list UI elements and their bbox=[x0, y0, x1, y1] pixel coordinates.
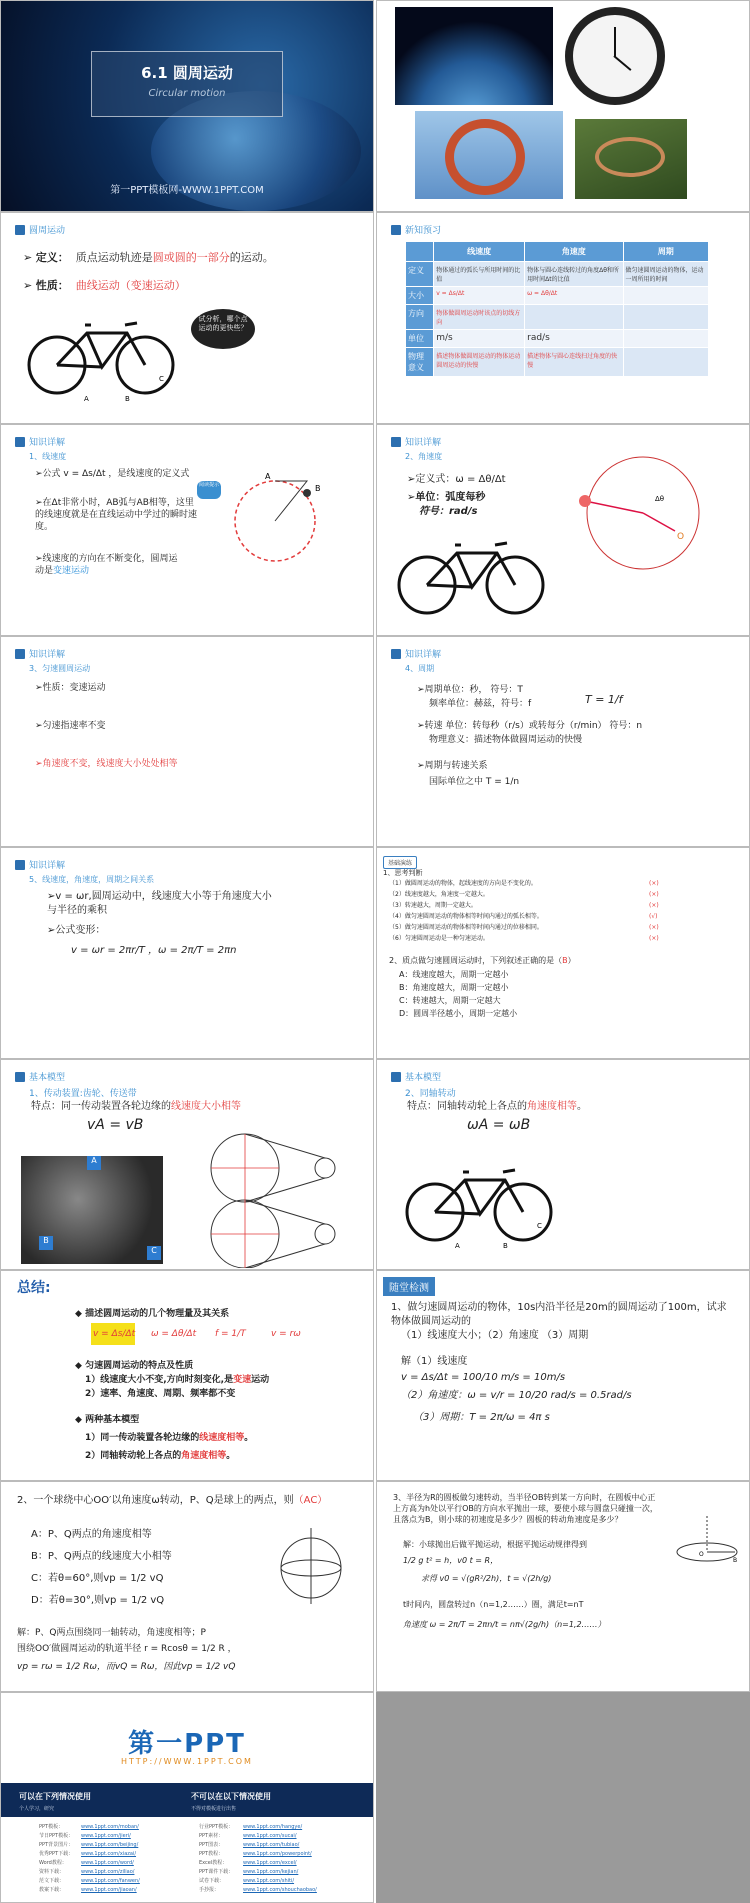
transform-formula: v = ωr = 2πr/T ，ω = 2π/T = 2πn bbox=[71, 945, 237, 956]
judge-item: （5）做匀速圆周运动的物体相等时间内通过的位移相同。 (×) bbox=[389, 924, 659, 931]
table-row bbox=[406, 262, 709, 287]
speed-line: ➢匀速指速率不变 bbox=[35, 721, 106, 731]
slide-header: 新知预习 bbox=[391, 223, 441, 236]
option-item: A：P、Q两点的角速度相等 bbox=[31, 1529, 152, 1540]
svg-text:Δθ: Δθ bbox=[655, 495, 665, 503]
preview-table bbox=[405, 241, 709, 377]
subsection-title: 5、线速度，角速度，周期之间关系 bbox=[29, 875, 155, 884]
slide-summary bbox=[1, 1271, 373, 1480]
judge-item: （6）匀速圆周运动是一种匀速运动。 (×) bbox=[389, 935, 659, 942]
answer-2: （2）角速度：ω = v/r = 10/20 rad/s = 0.5rad/s bbox=[401, 1390, 632, 1401]
option-item: D：若θ=30°,则vp = 1/2 vQ bbox=[31, 1595, 165, 1606]
table-cell: 描述物体做圆周运动的物体运动圆周运动的快慢 bbox=[434, 348, 525, 377]
option-item: C：转速越大，周期一定越大 bbox=[399, 996, 501, 1005]
summary-point-2: ◆ 匀速圆周运动的特点及性质 bbox=[75, 1361, 194, 1371]
link-url[interactable]: www.1ppt.com/shiti/ bbox=[243, 1878, 295, 1884]
judge-mark: (√) bbox=[649, 913, 658, 920]
table-cell bbox=[623, 348, 709, 377]
table-row-label: 物理意义 bbox=[406, 348, 434, 377]
slide-header: 基本模型 bbox=[15, 1070, 65, 1083]
header-icon bbox=[15, 225, 25, 235]
arc-diagram bbox=[231, 449, 361, 579]
slide-preview-table bbox=[377, 213, 749, 423]
slide-title bbox=[1, 1, 373, 211]
quiz-question: 3、半径为R的圆板做匀速转动，当半径OB转到某一方向时，在圆板中心正上方高为h处以平行OB的方向水平抛出一球，要使小球与圆盘只碰撞一次，且落点为B，则小球的初速度是多少？圆板的转动角速度是多少？ bbox=[393, 1493, 658, 1524]
link-url[interactable]: www.1ppt.com/sucai/ bbox=[243, 1833, 297, 1839]
judge-item: （4）做匀速圆周运动的物体相等时间内通过的弧长相等。 (√) bbox=[389, 913, 658, 920]
equal-speed-formula: vA = vB bbox=[87, 1117, 144, 1133]
link-row: PPT背景图片： www.1ppt.com/beijing/ PPT图表： www.1ppt.com/tubiao/ bbox=[39, 1842, 300, 1848]
slide-header: 基本模型 bbox=[391, 1070, 441, 1083]
slide-header: 圆周运动 bbox=[15, 223, 65, 236]
link-url[interactable]: www.1ppt.com/powerpoint/ bbox=[243, 1851, 312, 1857]
brand-logo: 第一PPT bbox=[128, 1729, 246, 1759]
title-box bbox=[91, 51, 283, 117]
svg-text:B: B bbox=[503, 1242, 508, 1250]
allowed-title: 可以在下列情况使用 bbox=[19, 1792, 91, 1801]
table-cell bbox=[525, 305, 623, 330]
link-url[interactable]: www.1ppt.com/jiaoan/ bbox=[81, 1887, 137, 1893]
judge-item: （3）转速越大，周期一定越大。 (×) bbox=[389, 902, 659, 909]
link-url[interactable]: www.1ppt.com/tubiao/ bbox=[243, 1842, 300, 1848]
slide-photos bbox=[377, 1, 749, 211]
slide-quiz-3 bbox=[377, 1482, 749, 1691]
transform-title: ➢公式变形： bbox=[47, 925, 106, 936]
subsection-title: 1、传动装置:齿轮、传送带 bbox=[29, 1089, 137, 1099]
tip-tag: 阅读提示 bbox=[197, 481, 221, 499]
gears-photo: A B C bbox=[21, 1156, 163, 1264]
slide-exercise bbox=[377, 848, 749, 1058]
slide-header: 知识详解 bbox=[15, 647, 65, 660]
direction-line: ➢线速度的方向在不断变化，圆周运动是变速运动 bbox=[35, 554, 178, 576]
links-list bbox=[39, 1823, 369, 1895]
link-url[interactable]: www.1ppt.com/moban/ bbox=[81, 1824, 139, 1830]
point-b-label: B bbox=[125, 395, 130, 403]
link-url[interactable]: www.1ppt.com/shouchaobao/ bbox=[243, 1887, 317, 1893]
svg-text:C: C bbox=[537, 1222, 542, 1230]
not-allowed-title: 不可以在以下情况使用 bbox=[191, 1792, 271, 1801]
summary-point-1: ◆ 描述圆周运动的几个物理量及其关系 bbox=[75, 1309, 230, 1319]
nature-line: ➢ 性质： 曲线运动（变速运动） bbox=[23, 279, 186, 292]
answer-1-formula: v = Δs/Δt = 100/10 m/s = 10m/s bbox=[401, 1372, 566, 1383]
frequency-unit-line: 频率单位：赫兹，符号：f bbox=[429, 699, 532, 709]
table-row-label: 单位 bbox=[406, 330, 434, 348]
judge-mark: (×) bbox=[649, 891, 659, 898]
table-cell bbox=[623, 287, 709, 305]
relation-formula: 国际单位之中 T = 1/n bbox=[429, 777, 520, 787]
link-row: Word教程： www.1ppt.com/word/ Excel教程： www.1ppt.com/excel/ bbox=[39, 1860, 297, 1866]
exercise-badge: 基础演练 bbox=[383, 856, 417, 869]
option-item: A：线速度越大，周期一定越小 bbox=[399, 970, 509, 979]
slide-quiz-1 bbox=[377, 1271, 749, 1480]
table-header-cell: 角速度 bbox=[525, 242, 623, 262]
relation-line: ➢v = ωr,圆周运动中，线速度大小等于角速度大小与半径的乘积 bbox=[47, 891, 272, 916]
table-cell bbox=[623, 305, 709, 330]
angle-diagram bbox=[557, 453, 717, 573]
table-row-label: 方向 bbox=[406, 305, 434, 330]
brand-url[interactable]: HTTP://WWW.1PPT.COM bbox=[121, 1757, 253, 1766]
slide-header: 知识详解 bbox=[391, 647, 441, 660]
judge-list bbox=[389, 878, 679, 944]
header-icon bbox=[391, 225, 401, 235]
svg-text:A: A bbox=[455, 1242, 460, 1250]
slide-quiz-2 bbox=[1, 1482, 373, 1691]
summary-point-3b: 2）同轴转动轮上各点的角速度相等。 bbox=[85, 1451, 236, 1461]
slide-header: 知识详解 bbox=[15, 858, 65, 871]
definition-formula: ➢定义式：ω = Δθ/Δt bbox=[407, 474, 506, 485]
link-url[interactable]: www.1ppt.com/fanwen/ bbox=[81, 1878, 140, 1884]
definition-line: ➢ 定义： 质点运动轨迹是圆或圆的一部分的运动。 bbox=[23, 251, 274, 264]
table-row bbox=[406, 305, 709, 330]
point-c-label: C bbox=[159, 375, 164, 383]
question-1: 1、思考判断 bbox=[383, 869, 423, 877]
header-icon bbox=[391, 649, 401, 659]
link-url[interactable]: www.1ppt.com/ziliao/ bbox=[81, 1869, 135, 1875]
constant-line: ➢角速度不变，线速度大小处处相等 bbox=[35, 759, 178, 769]
link-row: 教案下载： www.1ppt.com/jiaoan/ 手抄报： www.1ppt.com/shouchaobao/ bbox=[39, 1887, 317, 1893]
summary-title: 总结: bbox=[17, 1280, 51, 1296]
table-header-cell: 周期 bbox=[623, 242, 709, 262]
solution-line-5: 角速度 ω = 2π/T = 2πn/t = nπ√(2g/h)（n=1,2……） bbox=[403, 1620, 606, 1629]
quiz-subquestions: （1）线速度大小；（2）角速度 （3）周期 bbox=[401, 1330, 589, 1341]
option-item: B：角速度越大，周期一定越小 bbox=[399, 983, 509, 992]
table-row-label: 定义 bbox=[406, 262, 434, 287]
rollercoaster-photo bbox=[415, 111, 563, 199]
judge-item: （2）线速度越大，角速度一定越大。 (×) bbox=[389, 891, 659, 898]
formula-w: ω = Δθ/Δt bbox=[151, 1329, 197, 1339]
table-row bbox=[406, 330, 709, 348]
link-row: 优秀PPT下载： www.1ppt.com/xiazai/ PPT教程： www.1ppt.com/powerpoint/ bbox=[39, 1851, 312, 1857]
slide-coaxial bbox=[377, 1060, 749, 1269]
slide-subtitle: Circular motion bbox=[148, 88, 226, 99]
table-cell: 描述物体与圆心连线扫过角度的快慢 bbox=[525, 348, 623, 377]
subsection-title: 1、线速度 bbox=[29, 452, 67, 461]
summary-point-3a: 1）同一传动装置各轮边缘的线速度相等。 bbox=[85, 1433, 254, 1443]
link-row: 资料下载： www.1ppt.com/ziliao/ PPT课件下载： www.1ppt.com/kejian/ bbox=[39, 1869, 299, 1875]
svg-text:B: B bbox=[733, 1557, 738, 1564]
period-frequency-formula: T = 1/f bbox=[585, 693, 623, 706]
slide-transmission bbox=[1, 1060, 373, 1269]
judge-mark: (×) bbox=[649, 880, 659, 887]
subsection-title: 3、匀速圆周运动 bbox=[29, 664, 91, 673]
slide-relations bbox=[1, 848, 373, 1058]
header-icon bbox=[15, 649, 25, 659]
feature-line: 特点：同一传动装置各轮边缘的线速度大小相等 bbox=[31, 1101, 241, 1112]
option-item: C：若θ=60°,则vp = 1/2 vQ bbox=[31, 1573, 164, 1584]
links-panel bbox=[1, 1817, 373, 1902]
period-unit-line: ➢周期单位：秒， 符号：T bbox=[417, 685, 523, 695]
table-cell: ω = Δθ/Δt bbox=[525, 287, 623, 305]
hint-bubble: 试分析，哪个点运动的更快些？ bbox=[191, 309, 255, 349]
question-2: 2、质点做匀速圆周运动时，下列叙述正确的是（B） bbox=[389, 956, 576, 965]
quiz-options bbox=[31, 1524, 172, 1612]
table-row bbox=[406, 348, 709, 377]
judge-mark: (×) bbox=[649, 902, 659, 909]
slide-title-text: 6.1 圆周运动 bbox=[141, 64, 233, 82]
option-item: B：P、Q两点的线速度大小相等 bbox=[31, 1551, 172, 1562]
equal-angular-formula: ωA = ωB bbox=[467, 1117, 531, 1133]
point-a-label: A bbox=[84, 395, 89, 403]
slide-angular-velocity bbox=[377, 425, 749, 635]
table-cell: 做匀速圆周运动的物体，运动一周所用的时间 bbox=[623, 262, 709, 287]
formula-line: ➢公式 v = Δs/Δt ，是线速度的定义式 bbox=[35, 469, 190, 479]
bicycle-drawing bbox=[405, 1152, 555, 1252]
slide-uniform-circular bbox=[1, 637, 373, 846]
slide-header: 知识详解 bbox=[15, 435, 65, 448]
slide-circular-motion bbox=[1, 213, 373, 423]
link-url[interactable]: www.1ppt.com/jieri/ bbox=[81, 1833, 131, 1839]
title-footer: 第一PPT模板网-WWW.1PPT.COM bbox=[110, 185, 264, 196]
formula-vr: v = rω bbox=[271, 1329, 301, 1339]
table-cell: 物体通过的弧长与所用时间的比值 bbox=[434, 262, 525, 287]
unit-line: ➢单位：弧度每秒 bbox=[407, 492, 486, 503]
option-item: D：圆周半径越小，周期一定越小 bbox=[399, 1009, 518, 1018]
table-row-label: 大小 bbox=[406, 287, 434, 305]
header-icon bbox=[15, 1072, 25, 1082]
feature-line: 特点：同轴转动轮上各点的角速度相等。 bbox=[407, 1101, 587, 1112]
table-cell: 物体与圆心连线转过的角度Δθ和所用时间Δt的比值 bbox=[525, 262, 623, 287]
link-url[interactable]: www.1ppt.com/hangye/ bbox=[243, 1824, 303, 1830]
bicycle-drawing bbox=[397, 525, 547, 625]
answer-3: （3）周期：T = 2π/ω = 4π s bbox=[413, 1412, 550, 1423]
header-icon bbox=[391, 437, 401, 447]
link-url[interactable]: www.1ppt.com/kejian/ bbox=[243, 1869, 299, 1875]
link-url[interactable]: www.1ppt.com/word/ bbox=[81, 1860, 134, 1866]
sphere-diagram bbox=[277, 1526, 347, 1606]
header-icon bbox=[391, 1072, 401, 1082]
link-row: PPT模板： www.1ppt.com/moban/ 行业PPT模板： www.1ppt.com/hangye/ bbox=[39, 1824, 303, 1830]
not-allowed-sub: 不得对模板进行出售 bbox=[191, 1806, 237, 1812]
quiz-question: 2、一个球绕中心OO′以角速度ω转动，P、Q是球上的两点，则（AC） bbox=[17, 1495, 328, 1506]
solution-line-1: 解：P、Q两点围绕同一轴转动，角速度相等；P bbox=[17, 1628, 206, 1638]
solution-line-2: 围绕OO′做圆周运动的轨道半径 r = Rcosθ = 1/2 R ， bbox=[17, 1644, 237, 1654]
link-url[interactable]: www.1ppt.com/xiazai/ bbox=[81, 1851, 137, 1857]
quiz-question: 1、做匀速圆周运动的物体，10s内沿半径是20m的圆周运动了100m，试求物体做圆周运动的 bbox=[391, 1302, 727, 1327]
solution-line-1: 解：小球抛出后做平抛运动，根据平抛运动规律得到 bbox=[403, 1540, 587, 1549]
summary-point-2a: 1）线速度大小不变,方向时刻变化,是变速运动 bbox=[85, 1375, 270, 1385]
summary-point-2b: 2）速率、角速度、周期、频率都不变 bbox=[85, 1389, 236, 1399]
judge-mark: (×) bbox=[649, 924, 659, 931]
formula-f: f = 1/T bbox=[215, 1329, 246, 1339]
allowed-sub: 个人学习，研究 bbox=[19, 1806, 55, 1812]
table-cell: v = Δs/Δt bbox=[434, 287, 525, 305]
table-row bbox=[406, 287, 709, 305]
judge-mark: (×) bbox=[649, 935, 659, 942]
table-cell bbox=[623, 330, 709, 348]
belt-diagram bbox=[197, 1130, 367, 1268]
instant-line: ➢在Δt非常小时，AB弧与AB相等，这里的线速度就是在直线运动中学过的瞬时速度。 bbox=[35, 498, 198, 532]
solution-line-3: 求得 v0 = √(gR²/2h)，t = √(2h/g) bbox=[421, 1574, 552, 1583]
table-header-cell bbox=[406, 242, 434, 262]
svg-text:O: O bbox=[699, 1551, 704, 1558]
table-header-cell: 线速度 bbox=[434, 242, 525, 262]
link-url[interactable]: www.1ppt.com/beijing/ bbox=[81, 1842, 139, 1848]
solution-line-4: t时间内，圆盘转过n（n=1,2……）圈，满足t=nT bbox=[403, 1600, 584, 1609]
slide-linear-velocity bbox=[1, 425, 373, 635]
svg-text:A: A bbox=[265, 472, 271, 481]
summary-point-3: ◆ 两种基本模型 bbox=[75, 1415, 140, 1425]
bicycle-drawing bbox=[27, 305, 177, 405]
table-cell: 物体做圆周运动时该点的切线方向 bbox=[434, 305, 525, 330]
quiz-badge: 随堂检测 bbox=[383, 1277, 435, 1296]
empty-area bbox=[376, 1692, 750, 1903]
link-url[interactable]: www.1ppt.com/excel/ bbox=[243, 1860, 297, 1866]
slide-header: 知识详解 bbox=[391, 435, 441, 448]
earth-photo bbox=[395, 7, 553, 105]
nature-line: ➢性质：变速运动 bbox=[35, 683, 106, 693]
table-cell: rad/s bbox=[525, 330, 623, 348]
formula-v: v = Δs/Δt bbox=[93, 1329, 136, 1339]
clock-photo bbox=[565, 7, 665, 105]
solution-line-2: 1/2 g t² = h，v0 t = R， bbox=[403, 1556, 499, 1565]
disc-diagram bbox=[673, 1512, 743, 1572]
meaning-line: 物理意义：描述物体做圆周运动的快慢 bbox=[429, 735, 583, 745]
rotation-speed-line: ➢转速 单位：转每秒（r/s）或转每分（r/min） 符号：n bbox=[417, 721, 643, 731]
slide-period bbox=[377, 637, 749, 846]
relation-line: ➢周期与转速关系 bbox=[417, 761, 488, 771]
subsection-title: 2、同轴转动 bbox=[405, 1089, 456, 1099]
track-photo bbox=[575, 119, 687, 199]
answer-1: 解（1）线速度 bbox=[401, 1356, 468, 1367]
svg-text:B: B bbox=[315, 484, 321, 493]
slide-footer-info bbox=[1, 1693, 373, 1902]
header-icon bbox=[15, 860, 25, 870]
svg-text:O: O bbox=[677, 532, 685, 542]
judge-item: （1）做圆周运动的物体，起线速度的方向是不变化的。 (×) bbox=[389, 880, 659, 887]
q2-options bbox=[399, 968, 517, 1020]
solution-line-3: vp = rω = 1/2 Rω，而vQ = Rω，因此vp = 1/2 vQ bbox=[17, 1662, 236, 1672]
table-cell: m/s bbox=[434, 330, 525, 348]
subsection-title: 4、周期 bbox=[405, 664, 435, 673]
link-row: 范文下载： www.1ppt.com/fanwen/ 试卷下载： www.1ppt.com/shiti/ bbox=[39, 1878, 295, 1884]
subsection-title: 2、角速度 bbox=[405, 452, 443, 461]
link-row: 节日PPT模板： www.1ppt.com/jieri/ PPT素材： www.1ppt.com/sucai/ bbox=[39, 1833, 297, 1839]
header-icon bbox=[15, 437, 25, 447]
symbol-line: 符号：rad/s bbox=[419, 506, 478, 517]
